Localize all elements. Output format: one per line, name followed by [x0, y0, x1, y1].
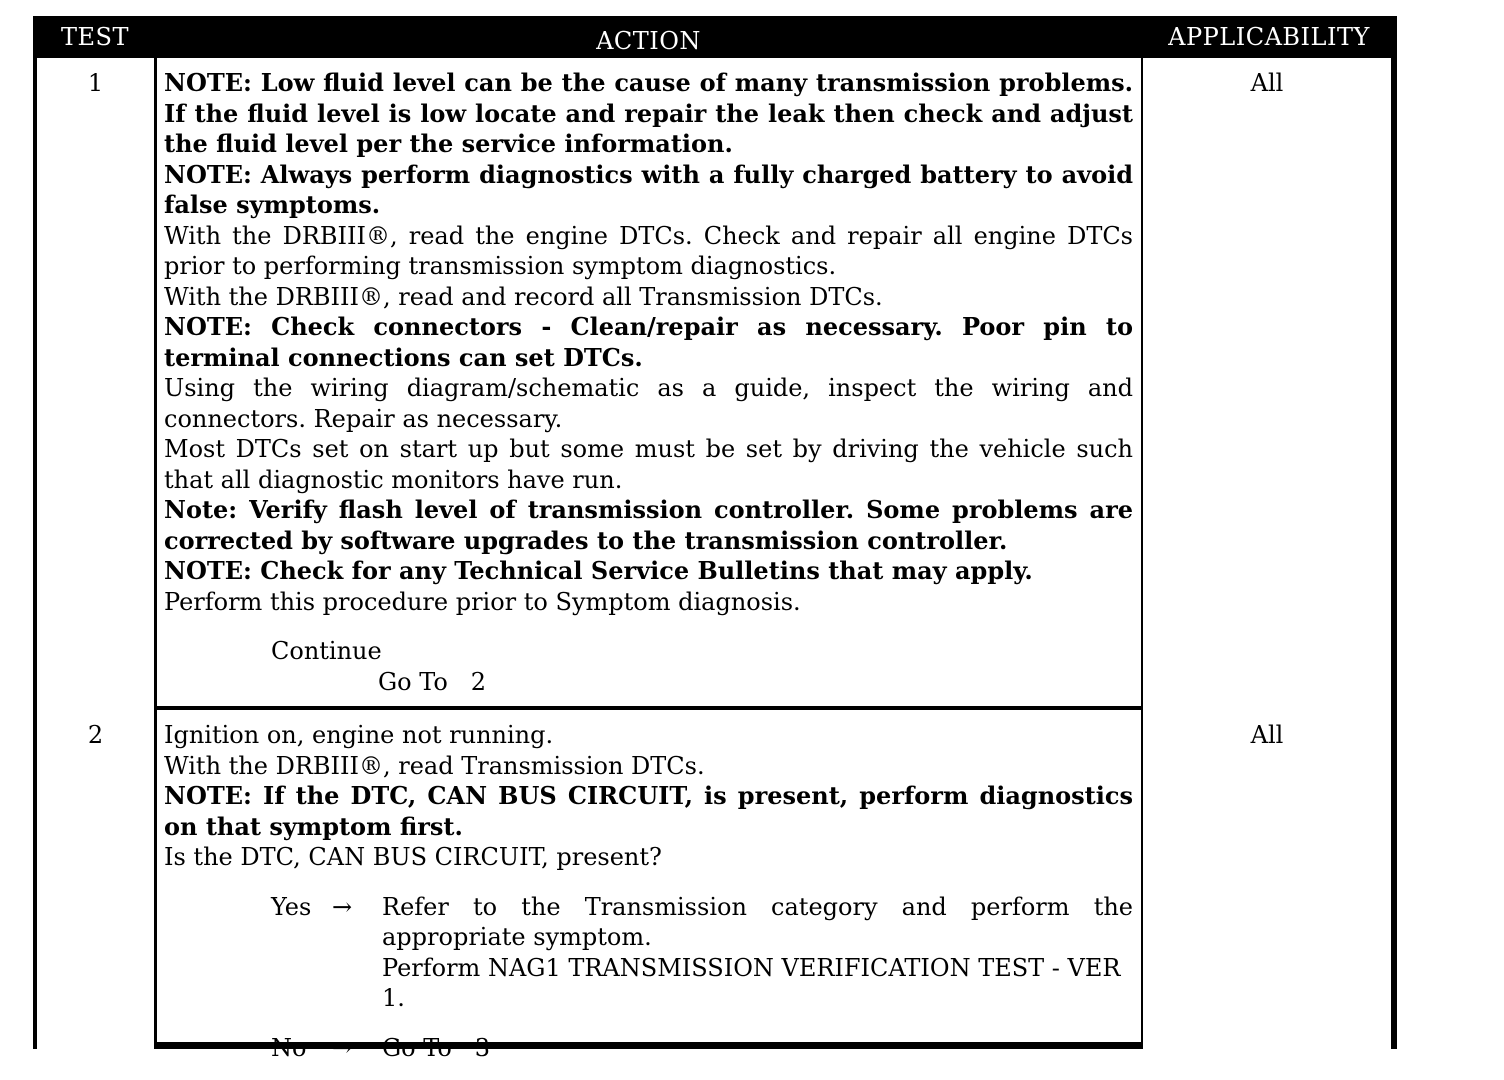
diagnostic-table	[33, 16, 1397, 1062]
goto-link[interactable]: Go To 2	[378, 667, 486, 696]
row-1-note-flash-level: Note: Verify flash level of transmission controller. Some problems are corrected by software upgrades to the transmission controller.	[164, 495, 1133, 555]
row-2-note-can-bus: NOTE: If the DTC, CAN BUS CIRCUIT, is present, perform diagnostics on that symptom first.	[164, 781, 1133, 841]
row-2-applicability: All	[1143, 710, 1391, 1052]
row-2-step-ignition: Ignition on, engine not running.	[164, 721, 554, 749]
row-2-question: Is the DTC, CAN BUS CIRCUIT, present?	[164, 843, 662, 871]
row-2-action	[157, 710, 1141, 1062]
yes-result	[382, 892, 1133, 1014]
row-1-applicability: All	[1143, 58, 1391, 716]
row-1-step-perform: Perform this procedure prior to Symptom diagnosis.	[164, 587, 801, 616]
row-1-note-fluid: NOTE: Low fluid level can be the cause of many transmission problems. If the fluid level is low locate and repair the leak then check and adjust the fluid level per the service information.	[164, 68, 1133, 158]
header-applicability: APPLICABILITY	[1168, 23, 1370, 51]
row-1-note-tsb: NOTE: Check for any Technical Service Bulletins that may apply.	[164, 556, 1033, 585]
row-1-action	[157, 58, 1141, 706]
row-1-step-monitors: Most DTCs set on start up but some must be set by driving the vehicle such that all diagnostic monitors have run.	[164, 435, 1133, 494]
row-1-note-connectors: NOTE: Check connectors - Clean/repair as necessary. Poor pin to terminal connections can set DTCs.	[164, 312, 1133, 372]
right-arrow-icon: →	[332, 1033, 353, 1062]
no-label: No	[271, 1033, 307, 1062]
continue-label: Continue	[271, 637, 382, 665]
yes-result-line-1: Refer to the Transmission category and perform the appropriate symptom.	[382, 892, 1133, 951]
row-2-test-number: 2	[37, 710, 154, 1052]
row-1-step-wiring: Using the wiring diagram/schematic as a guide, inspect the wiring and connectors. Repair as necessary.	[164, 374, 1133, 433]
row-1-note-battery: NOTE: Always perform diagnostics with a fully charged battery to avoid false symptoms.	[164, 159, 1133, 219]
row-1-step-engine-dtcs: With the DRBIII®, read the engine DTCs. Check and repair all engine DTCs prior to performing transmission symptom diagnostics.	[164, 221, 1133, 280]
right-arrow-icon: →	[332, 892, 353, 921]
no-result-goto[interactable]: Go To 3	[382, 1033, 490, 1062]
yes-label: Yes	[271, 892, 312, 921]
row-1-step-record-dtcs: With the DRBIII®, read and record all Transmission DTCs.	[164, 282, 883, 311]
row-1-continue	[164, 636, 1133, 697]
header-action: ACTION	[596, 27, 701, 55]
yes-result-line-2: Perform NAG1 TRANSMISSION VERIFICATION TEST - VER 1.	[382, 953, 1121, 1012]
header-test: TEST	[61, 23, 129, 51]
row-1-test-number: 1	[37, 58, 154, 716]
yes-branch	[164, 892, 1133, 1014]
row-2-step-read-dtcs: With the DRBIII®, read Transmission DTCs.	[164, 751, 705, 780]
no-branch	[164, 1033, 1133, 1064]
